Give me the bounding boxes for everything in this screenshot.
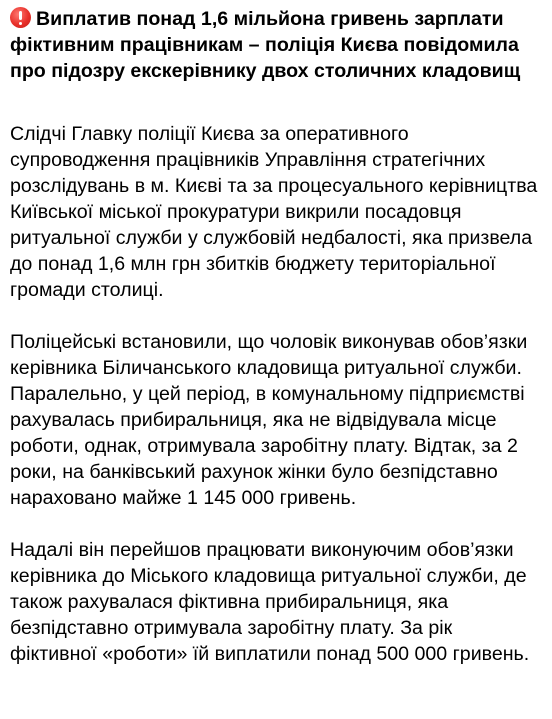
post-headline xyxy=(10,6,542,84)
headline-text: Виплатив понад 1,6 мільйона гривень зарплати фіктивним працівникам – поліція Києва повідомила про підозру екскерівнику двох столичних кладовищ xyxy=(10,8,521,82)
post-paragraph-3: Надалі він перейшов працювати виконуючим обов’язки керівника до Міського кладовища ритуальної служби, де також рахувалася фіктивна прибиральниця, яка безпідставно отримувала заробітну плату. За рік фіктивної «роботи» їй виплатили понад 500 000 гривень. xyxy=(10,539,530,665)
post-paragraph-2: Поліцейські встановили, що чоловік виконував обов’язки керівника Біличанського кладовища ритуальної служби. Паралельно, у цей період, в комунальному підприємстві рахувалась прибиральниця, яка не відвідувала місце роботи, однак, отримувала заробітну плату. Відтак, за 2 роки, на банківський рахунок жінки було безпідставно нараховано майже 1 145 000 гривень. xyxy=(10,331,528,509)
red-exclamation-icon xyxy=(10,7,31,28)
post-paragraph-1: Слідчі Главку поліції Києва за оперативного супроводження працівників Управління стратегічних розслідувань в м. Києві та за процесуального керівництва Київської міської прокуратури викрили посадовця ритуальної служби у службовій недбалості, яка призвела до понад 1,6 млн грн збитків бюджету територіальної громади столиці. xyxy=(10,123,538,301)
